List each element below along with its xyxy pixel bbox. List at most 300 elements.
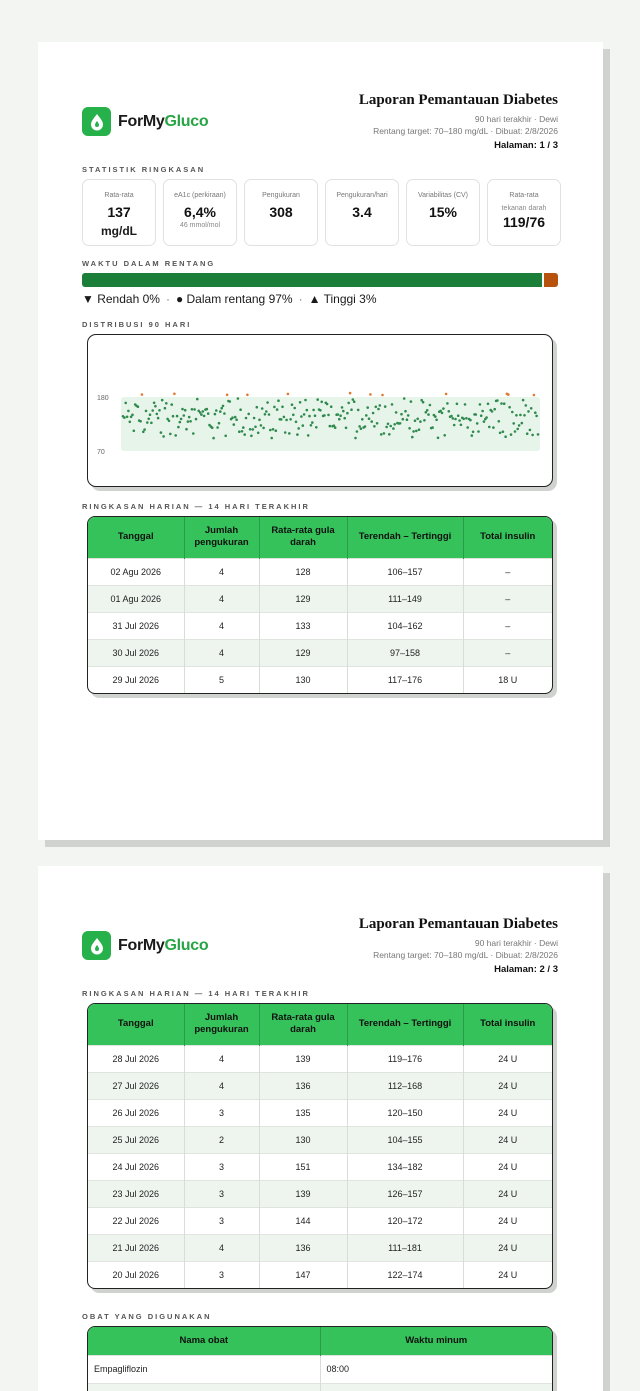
in-range-point	[519, 414, 522, 417]
section-tir-label: WAKTU DALAM RENTANG	[82, 259, 216, 268]
in-range-point	[176, 415, 179, 418]
table-row	[88, 1207, 552, 1234]
in-range-point	[399, 422, 402, 425]
in-range-point	[283, 416, 286, 419]
in-range-point	[502, 430, 505, 433]
medications-table	[87, 1326, 553, 1391]
daily-header-0: Tanggal	[88, 1004, 184, 1045]
in-range-point	[304, 399, 307, 402]
in-range-point	[229, 400, 232, 403]
in-range-point	[395, 411, 398, 414]
in-range-point	[165, 402, 168, 405]
in-range-point	[476, 422, 479, 425]
in-range-point	[177, 426, 180, 429]
in-range-point	[192, 432, 195, 435]
in-range-point	[281, 406, 284, 409]
in-range-point	[273, 406, 276, 409]
report-title: Laporan Pemantauan Diabetes	[358, 92, 558, 108]
section-stats-label: STATISTIK RINGKASAN	[82, 165, 206, 174]
table-cell: 139	[259, 1045, 347, 1072]
table-cell: 24 U	[463, 1234, 552, 1261]
in-range-point	[293, 407, 296, 410]
section-meds-label: OBAT YANG DIGUNAKAN	[82, 1312, 212, 1321]
in-range-point	[448, 410, 451, 413]
in-range-point	[527, 410, 530, 413]
table-row	[88, 585, 552, 612]
in-range-point	[231, 416, 234, 419]
in-range-point	[508, 406, 511, 409]
daily-summary-table-continued	[87, 1003, 553, 1289]
table-cell: 120–172	[347, 1207, 463, 1234]
in-range-point	[450, 415, 453, 418]
in-range-point	[315, 426, 318, 429]
table-cell: 135	[259, 1099, 347, 1126]
in-range-point	[235, 418, 238, 421]
in-range-point	[427, 413, 430, 416]
in-range-point	[306, 409, 309, 412]
in-range-point	[498, 420, 501, 423]
in-range-point	[339, 414, 342, 417]
daily-header-1: Jumlah pengukuran	[184, 517, 259, 558]
table-cell: 104–155	[347, 1126, 463, 1153]
in-range-point	[211, 426, 214, 429]
in-range-point	[149, 413, 152, 416]
drop-icon	[82, 931, 111, 960]
in-range-point	[153, 402, 156, 405]
table-cell: 144	[259, 1207, 347, 1234]
in-range-point	[411, 436, 414, 439]
daily-header-4: Total insulin	[463, 1004, 552, 1045]
in-range-point	[443, 434, 446, 437]
daily-header-4: Total insulin	[463, 517, 552, 558]
in-range-point	[288, 432, 291, 435]
table-cell: 151	[259, 1153, 347, 1180]
in-range-point	[353, 400, 356, 403]
in-range-point	[308, 415, 311, 418]
in-range-point	[172, 415, 175, 418]
table-cell: 25 Jul 2026	[88, 1126, 184, 1153]
in-range-point	[360, 427, 363, 430]
page-number: Halaman: 2 / 3	[494, 964, 558, 975]
in-range-point	[481, 410, 484, 413]
meds-header-0: Nama obat	[88, 1327, 320, 1355]
in-range-point	[323, 414, 326, 417]
in-range-point	[238, 430, 241, 433]
stat-card-per-day: Pengukuran/hari 3.4	[325, 179, 399, 246]
in-range-point	[269, 429, 272, 432]
table-cell: 147	[259, 1261, 347, 1288]
table-cell: –	[463, 558, 552, 585]
table-cell: 4	[184, 558, 259, 585]
table-row	[88, 1261, 552, 1288]
in-range-point	[216, 426, 219, 429]
in-range-point	[338, 418, 341, 421]
in-range-point	[164, 407, 167, 410]
high-reading-point	[369, 393, 372, 396]
table-cell: 4	[184, 1045, 259, 1072]
in-range-point	[516, 428, 519, 431]
in-range-point	[302, 424, 305, 427]
in-range-point	[276, 408, 279, 411]
stat-card-measurements: Pengukuran 308	[244, 179, 318, 246]
table-cell: 139	[259, 1180, 347, 1207]
table-cell	[88, 1383, 320, 1391]
section-daily-label: RINGKASAN HARIAN — 14 HARI TERAKHIR	[82, 989, 310, 998]
in-range-point	[319, 409, 322, 412]
in-range-point	[151, 409, 154, 412]
table-cell: 3	[184, 1180, 259, 1207]
in-range-point	[133, 430, 136, 433]
in-range-point	[261, 407, 264, 410]
in-range-point	[180, 418, 183, 421]
in-range-point	[347, 402, 350, 405]
in-range-point	[156, 413, 159, 416]
stat-card-average: Rata-rata 137 mg/dL	[82, 179, 156, 246]
table-cell: 3	[184, 1261, 259, 1288]
in-range-point	[431, 426, 434, 429]
tir-in-range-segment	[82, 273, 542, 287]
in-range-point	[250, 435, 253, 438]
table-cell: 134–182	[347, 1153, 463, 1180]
table-cell: 106–157	[347, 558, 463, 585]
in-range-point	[464, 403, 467, 406]
in-range-point	[364, 425, 367, 428]
in-range-point	[297, 427, 300, 430]
in-range-point	[326, 403, 329, 406]
in-range-point	[146, 421, 149, 424]
table-cell: 122–174	[347, 1261, 463, 1288]
table-cell: 2	[184, 1126, 259, 1153]
table-row	[88, 1045, 552, 1072]
in-range-point	[191, 408, 194, 411]
in-range-point	[154, 405, 157, 408]
brand-logo	[82, 931, 208, 960]
in-range-point	[196, 398, 199, 401]
in-range-point	[320, 401, 323, 404]
in-range-point	[256, 406, 259, 409]
in-range-point	[480, 414, 483, 417]
table-row	[88, 1099, 552, 1126]
in-range-point	[345, 427, 348, 430]
in-range-point	[327, 414, 330, 417]
in-range-point	[200, 413, 203, 416]
high-reading-point	[141, 393, 144, 396]
in-range-point	[258, 419, 261, 422]
in-range-point	[404, 410, 407, 413]
table-cell: 22 Jul 2026	[88, 1207, 184, 1234]
in-range-point	[277, 399, 280, 402]
table-cell: 4	[184, 1072, 259, 1099]
brand-logo	[82, 107, 208, 136]
in-range-point	[272, 428, 275, 431]
report-header	[359, 92, 558, 151]
in-range-point	[426, 409, 429, 412]
in-range-point	[188, 416, 191, 419]
in-range-point	[406, 418, 409, 421]
in-range-point	[408, 427, 411, 430]
tir-high-segment	[544, 273, 558, 287]
in-range-point	[316, 398, 319, 401]
table-cell: 5	[184, 666, 259, 693]
in-range-point	[202, 410, 205, 413]
table-cell: 130	[259, 666, 347, 693]
table-cell: 117–176	[347, 666, 463, 693]
in-range-point	[242, 426, 245, 429]
y-tick-label: 180	[97, 395, 109, 402]
in-range-point	[435, 419, 438, 422]
in-range-point	[299, 401, 302, 404]
in-range-point	[354, 437, 357, 440]
table-cell: 23 Jul 2026	[88, 1180, 184, 1207]
page-number: Halaman: 1 / 3	[494, 140, 558, 151]
in-range-point	[522, 399, 525, 402]
summary-stats	[82, 179, 561, 246]
in-range-point	[365, 414, 368, 417]
in-range-point	[377, 408, 380, 411]
in-range-point	[402, 418, 405, 421]
in-range-point	[418, 428, 421, 431]
legend-separator: ·	[298, 292, 303, 306]
in-range-point	[514, 430, 517, 433]
in-range-point	[483, 420, 486, 423]
in-range-point	[183, 414, 186, 417]
in-range-point	[212, 437, 215, 440]
report-meta: Rentang target: 70–180 mg/dL · Dibuat: 2/8/2026	[373, 126, 558, 136]
table-cell: 24 U	[463, 1207, 552, 1234]
in-range-point	[203, 415, 206, 418]
in-range-point	[174, 434, 177, 437]
in-range-point	[504, 435, 507, 438]
in-range-point	[350, 408, 353, 411]
in-range-point	[330, 405, 333, 408]
in-range-point	[303, 413, 306, 416]
in-range-point	[393, 423, 396, 426]
in-range-point	[384, 405, 387, 408]
in-range-point	[260, 424, 263, 427]
daily-header-2: Rata-rata gula darah	[259, 1004, 347, 1045]
tir-in-label: ● Dalam rentang 97%	[175, 292, 293, 306]
table-cell: –	[463, 612, 552, 639]
in-range-point	[462, 418, 465, 421]
table-row	[88, 1180, 552, 1207]
table-cell: 24 U	[463, 1072, 552, 1099]
in-range-point	[529, 429, 532, 432]
in-range-point	[537, 433, 540, 436]
table-cell: –	[463, 639, 552, 666]
in-range-point	[185, 428, 188, 431]
table-cell: 20 Jul 2026	[88, 1261, 184, 1288]
drop-icon	[82, 107, 111, 136]
in-range-point	[162, 435, 165, 438]
in-range-point	[161, 399, 164, 402]
in-range-point	[457, 414, 460, 417]
in-range-point	[492, 426, 495, 429]
in-range-point	[346, 412, 349, 415]
in-range-point	[456, 403, 459, 406]
table-cell: 26 Jul 2026	[88, 1099, 184, 1126]
in-range-point	[307, 434, 310, 437]
in-range-point	[268, 413, 271, 416]
stat-card-ea1c: eA1c (perkiraan) 6,4% 46 mmol/mol	[163, 179, 237, 246]
in-range-point	[521, 422, 524, 425]
in-range-point	[234, 416, 237, 419]
table-cell: 29 Jul 2026	[88, 666, 184, 693]
high-reading-point	[445, 393, 448, 396]
tir-high-label: ▲ Tinggi 3%	[308, 292, 377, 306]
in-range-point	[357, 409, 360, 412]
in-range-point	[379, 404, 382, 407]
daily-header-0: Tanggal	[88, 517, 184, 558]
daily-summary-table	[87, 516, 553, 694]
in-range-point	[368, 417, 371, 420]
brand-name: ForMyGluco	[118, 936, 209, 954]
in-range-point	[206, 408, 209, 411]
meds-header-1: Waktu minum	[320, 1327, 552, 1355]
legend-separator: ·	[165, 292, 170, 306]
table-cell: 24 U	[463, 1045, 552, 1072]
table-cell: 97–158	[347, 639, 463, 666]
in-range-point	[245, 417, 248, 420]
in-range-point	[452, 417, 455, 420]
in-range-point	[143, 428, 146, 431]
table-cell: 4	[184, 612, 259, 639]
report-subtitle: 90 hari terakhir · Dewi	[474, 938, 558, 948]
tir-low-label: ▼ Rendah 0%	[82, 292, 160, 306]
in-range-point	[296, 433, 299, 436]
in-range-point	[237, 397, 240, 400]
in-range-point	[510, 433, 513, 436]
in-range-point	[491, 410, 494, 413]
in-range-point	[131, 414, 134, 417]
in-range-point	[391, 403, 394, 406]
report-page-2	[38, 866, 603, 1391]
table-row	[88, 1383, 552, 1391]
in-range-point	[361, 418, 364, 421]
in-range-point	[341, 406, 344, 409]
high-reading-point	[381, 394, 384, 397]
in-range-point	[466, 426, 469, 429]
table-cell: 111–149	[347, 585, 463, 612]
in-range-point	[310, 424, 313, 427]
table-cell: 129	[259, 639, 347, 666]
in-range-point	[372, 412, 375, 415]
in-range-point	[289, 418, 292, 421]
report-page-1	[38, 42, 603, 840]
daily-header-3: Terendah – Tertinggi	[347, 1004, 463, 1045]
table-cell: 120–150	[347, 1099, 463, 1126]
in-range-point	[219, 410, 222, 413]
in-range-point	[129, 421, 132, 424]
in-range-point	[488, 426, 491, 429]
table-cell: 24 U	[463, 1153, 552, 1180]
in-range-point	[157, 417, 160, 420]
in-range-point	[270, 437, 273, 440]
in-range-point	[342, 410, 345, 413]
table-cell: 24 U	[463, 1099, 552, 1126]
in-range-point	[285, 419, 288, 422]
table-cell	[320, 1383, 552, 1391]
in-range-point	[142, 431, 145, 434]
in-range-point	[429, 404, 432, 407]
in-range-point	[412, 430, 415, 433]
in-range-point	[410, 400, 413, 403]
in-range-point	[254, 426, 257, 429]
in-range-point	[181, 408, 184, 411]
in-range-point	[311, 421, 314, 424]
in-range-point	[442, 407, 445, 410]
in-range-point	[239, 408, 242, 411]
in-range-point	[214, 413, 217, 416]
in-range-point	[531, 434, 534, 437]
table-cell: 136	[259, 1234, 347, 1261]
in-range-point	[388, 433, 391, 436]
daily-header-1: Jumlah pengukuran	[184, 1004, 259, 1045]
table-cell: 4	[184, 1234, 259, 1261]
in-range-point	[223, 412, 226, 415]
high-reading-point	[226, 394, 229, 397]
in-range-point	[485, 416, 488, 419]
in-range-point	[150, 422, 153, 425]
table-cell: 4	[184, 639, 259, 666]
in-range-point	[423, 419, 426, 422]
table-cell: 24 U	[463, 1180, 552, 1207]
in-range-point	[515, 414, 518, 417]
in-range-point	[511, 411, 514, 414]
in-range-point	[453, 424, 456, 427]
in-range-point	[535, 415, 538, 418]
in-range-point	[383, 432, 386, 435]
table-cell: 130	[259, 1126, 347, 1153]
in-range-point	[139, 420, 142, 423]
in-range-point	[292, 414, 295, 417]
table-cell: Empagliflozin	[88, 1355, 320, 1383]
in-range-point	[137, 405, 140, 408]
in-range-point	[403, 397, 406, 400]
table-cell: 30 Jul 2026	[88, 639, 184, 666]
table-row	[88, 1234, 552, 1261]
high-reading-point	[173, 393, 176, 396]
in-range-point	[243, 433, 246, 436]
in-range-point	[147, 418, 150, 421]
in-range-point	[414, 419, 417, 422]
table-cell: 24 U	[463, 1126, 552, 1153]
in-range-point	[233, 423, 236, 426]
in-range-point	[375, 406, 378, 409]
in-range-point	[446, 402, 449, 405]
table-cell: 3	[184, 1207, 259, 1234]
tir-legend	[82, 292, 377, 306]
distribution-scatter	[88, 335, 554, 488]
table-cell: 31 Jul 2026	[88, 612, 184, 639]
in-range-point	[189, 420, 192, 423]
in-range-point	[249, 428, 252, 431]
in-range-point	[266, 401, 269, 404]
in-range-point	[158, 409, 161, 412]
section-daily-label: RINGKASAN HARIAN — 14 HARI TERAKHIR	[82, 502, 310, 511]
table-cell: 02 Agu 2026	[88, 558, 184, 585]
table-cell: 136	[259, 1072, 347, 1099]
in-range-point	[247, 413, 250, 416]
table-row	[88, 639, 552, 666]
table-cell: 08:00	[320, 1355, 552, 1383]
in-range-point	[358, 425, 361, 428]
report-title: Laporan Pemantauan Diabetes	[358, 916, 558, 932]
stat-card-cv: Variabilitas (CV) 15%	[406, 179, 480, 246]
in-range-point	[493, 408, 496, 411]
table-row	[88, 666, 552, 693]
in-range-point	[525, 404, 528, 407]
table-cell: 104–162	[347, 612, 463, 639]
